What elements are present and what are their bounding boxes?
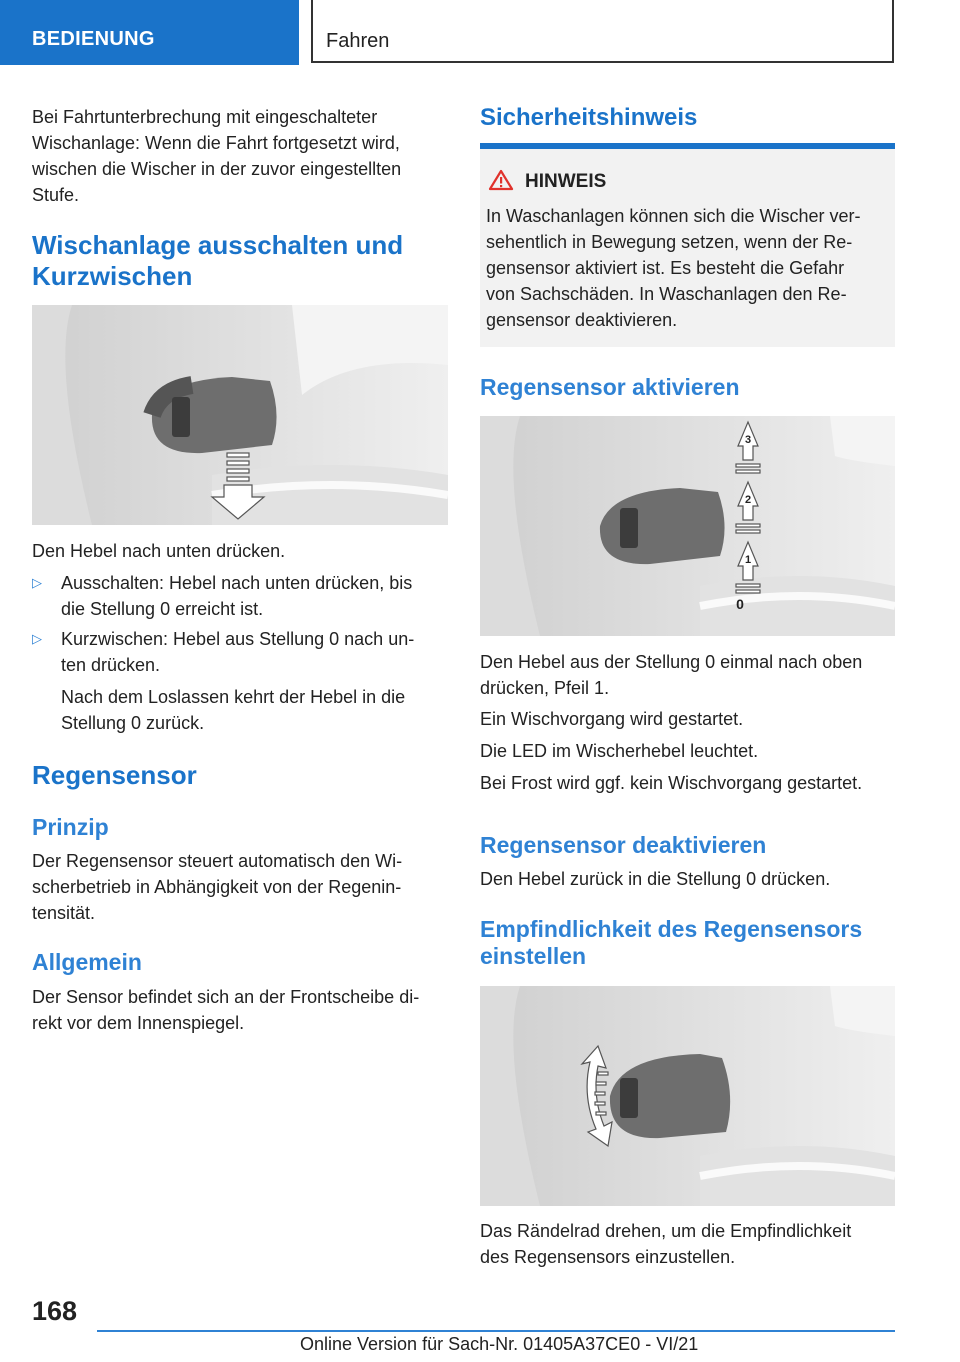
heading-rain-sensor: Regensensor xyxy=(32,760,197,790)
footer-divider xyxy=(97,1330,895,1332)
intro-paragraph: Bei Fahrtunterbrechung mit eingeschalteter Wischanlage: Wenn die Fahrt fortgesetzt wird, wischen die Wischer in der zuvor eingestellten Stufe. xyxy=(32,107,402,205)
position-label-2: 2 xyxy=(744,494,752,506)
section-tab xyxy=(0,0,299,65)
principle-paragraph: Der Regensensor steuert automatisch den Wi- scherbetrieb in Abhängigkeit von der Regenin- tensität. xyxy=(32,851,403,923)
activate-paragraph: Den Hebel aus der Stellung 0 einmal nach oben drücken, Pfeil 1. xyxy=(480,652,863,698)
activate-paragraph-4: Bei Frost wird ggf. kein Wischvorgang gestartet. xyxy=(480,773,863,793)
page-number: 168 xyxy=(32,1296,78,1326)
heading-safety: Sicherheitshinweis xyxy=(480,104,698,131)
notice-text: In Waschanlagen können sich die Wischer ver- sehentlich in Bewegung setzen, wenn der Re- gensensor aktiviert ist. Es besteht die Gefahr von Sachschäden. In Waschanlagen den Re- gensensor deaktivieren. xyxy=(486,206,861,330)
activate-paragraph-3: Die LED im Wischerhebel leuchtet. xyxy=(480,741,759,761)
activate-paragraph-2: Ein Wischvorgang wird gestartet. xyxy=(480,709,744,729)
heading-principle: Prinzip xyxy=(32,814,109,840)
chapter-title: Fahren xyxy=(326,30,390,52)
position-label-0: 0 xyxy=(736,596,744,612)
list-note: Nach dem Loslassen kehrt der Hebel in die Stellung 0 zurück. xyxy=(61,687,406,733)
figure-thumbwheel xyxy=(480,986,895,1206)
heading-sensitivity: Empfindlichkeit des Regensensors einstellen xyxy=(480,916,863,969)
heading-wiper-off: Wischanlage ausschalten und Kurzwischen xyxy=(32,230,404,291)
chapter-header xyxy=(311,0,894,63)
heading-deactivate: Regensensor deaktivieren xyxy=(480,832,767,858)
footer-text: Online Version für Sach-Nr. 01405A37CE0 - VI/21 xyxy=(300,1334,699,1354)
figure-lever-down xyxy=(32,305,448,525)
deactivate-paragraph: Den Hebel zurück in die Stellung 0 drücken. xyxy=(480,869,831,889)
notice-title: HINWEIS xyxy=(525,171,607,192)
warning-triangle-icon xyxy=(488,169,514,196)
triangle-right-outline-icon: ▷ xyxy=(32,631,42,646)
bullet-list xyxy=(32,570,452,736)
general-paragraph: Der Sensor befindet sich an der Frontscheibe di- rekt vor dem Innenspiegel. xyxy=(32,987,420,1033)
heading-general: Allgemein xyxy=(32,949,142,975)
list-item: ▷ Kurzwischen: Hebel aus Stellung 0 nach un- ten drücken. xyxy=(32,626,452,678)
heading-activate: Regensensor aktivieren xyxy=(480,374,740,400)
notice-box xyxy=(480,149,895,347)
position-label-1: 1 xyxy=(744,554,752,566)
section-title: BEDIENUNG xyxy=(32,28,155,50)
triangle-right-outline-icon: ▷ xyxy=(32,575,42,590)
figure-caption-off: Den Hebel nach unten drücken. xyxy=(32,541,286,561)
figure-lever-positions xyxy=(480,416,895,636)
list-item: ▷ Ausschalten: Hebel nach unten drücken, bis die Stellung 0 erreicht ist. xyxy=(32,570,452,622)
sensitivity-paragraph: Das Rändelrad drehen, um die Empfindlichkeit des Regensensors einzustellen. xyxy=(480,1221,852,1267)
position-label-3: 3 xyxy=(744,434,752,446)
